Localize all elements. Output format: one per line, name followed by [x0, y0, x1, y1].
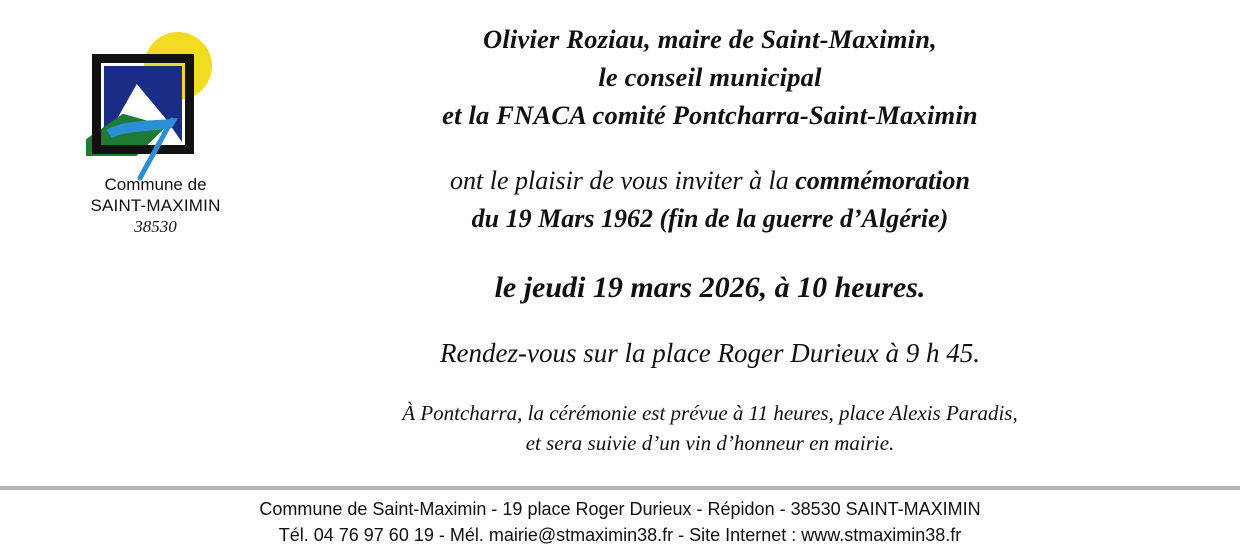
note-line-1: À Pontcharra, la cérémonie est prévue à 11 heures, place Alexis Paradis, — [402, 401, 1018, 425]
footer-line-2: Tél. 04 76 97 60 19 - Mél. mairie@stmaximin38.fr - Site Internet : www.stmaximin38.fr — [278, 525, 962, 545]
invitation-body — [240, 20, 1180, 458]
footer-contact — [0, 496, 1240, 548]
river-icon — [102, 116, 192, 182]
heading-line-2: le conseil municipal — [598, 62, 822, 92]
invitation-heading — [240, 20, 1180, 134]
logo-zip: 38530 — [134, 217, 177, 236]
logo-caption-line2: SAINT-MAXIMIN — [90, 196, 221, 215]
heading-line-3: et la FNACA comité Pontcharra-Saint-Maximin — [442, 100, 978, 130]
meeting-point-line: Rendez-vous sur la place Roger Durieux à 9 h 45. — [440, 338, 980, 368]
invite-line-1 — [240, 162, 1180, 200]
commune-logo-icon — [78, 24, 233, 172]
invite-line-1-text: ont le plaisir de vous inviter à la — [450, 166, 796, 195]
event-date-line: le jeudi 19 mars 2026, à 10 heures. — [494, 271, 926, 304]
footer-line-1: Commune de Saint-Maximin - 19 place Roger Durieux - Répidon - 38530 SAINT-MAXIMIN — [259, 499, 981, 519]
invite-line-2: du 19 Mars 1962 (fin de la guerre d’Algérie) — [471, 204, 949, 233]
heading-line-1: Olivier Roziau, maire de Saint-Maximin, — [483, 24, 937, 54]
invitation-purpose — [240, 162, 1180, 238]
invite-line-1-emphasis: commémoration — [795, 166, 970, 195]
note-line-2: et sera suivie d’un vin d’honneur en mairie. — [525, 431, 895, 455]
footer-divider — [0, 486, 1240, 490]
additional-note — [240, 398, 1180, 458]
logo-caption-line1: Commune de — [104, 175, 207, 194]
commune-logo-block — [78, 24, 233, 238]
